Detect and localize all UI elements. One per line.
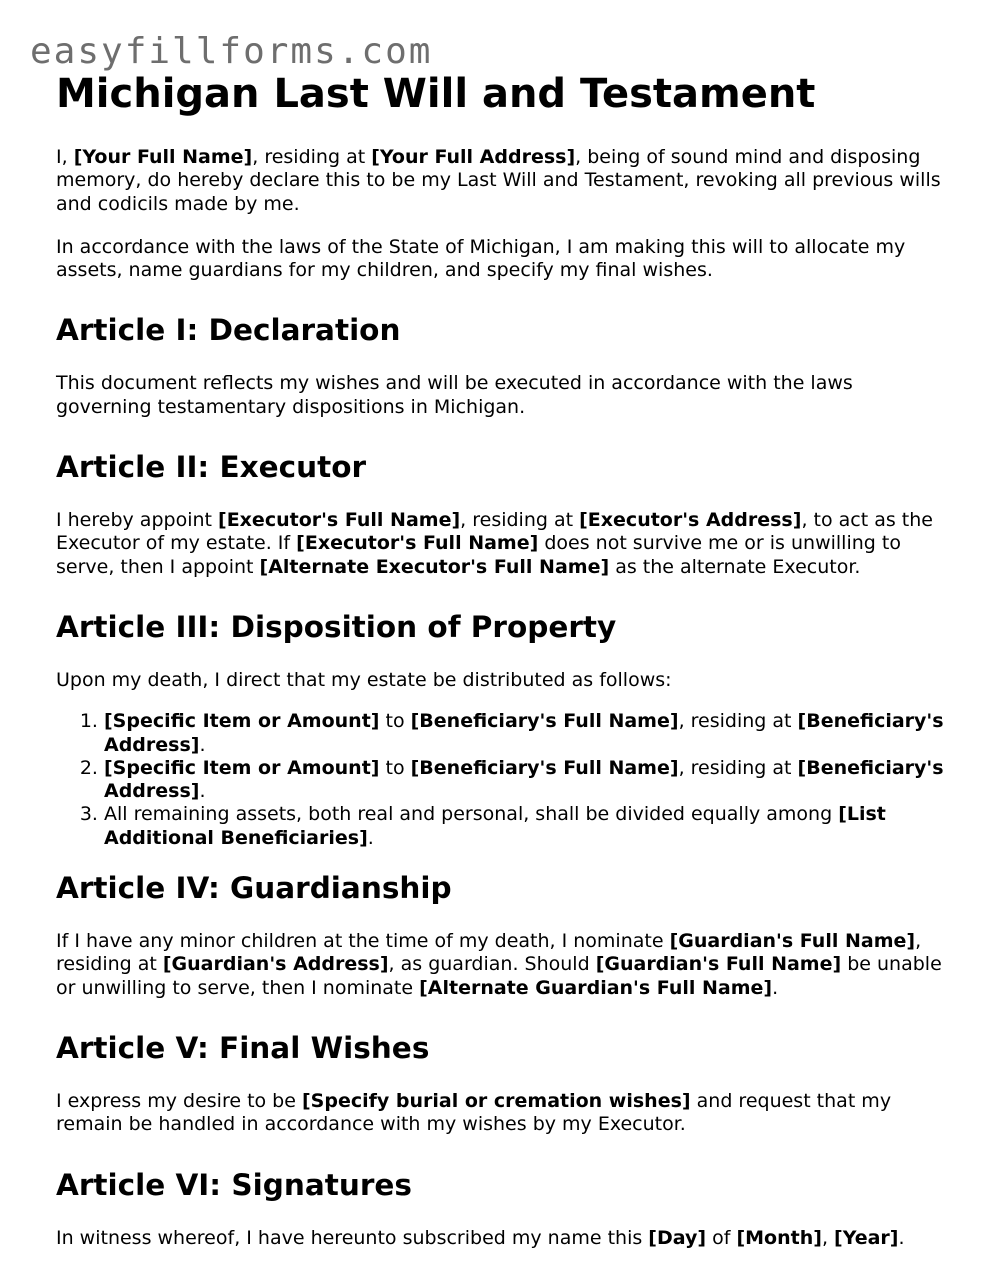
placeholder-additional-beneficiaries: [List Additional Beneficiaries] (104, 803, 886, 849)
document-title: Michigan Last Will and Testament (56, 71, 816, 117)
article-2-text (56, 509, 946, 579)
placeholder-beneficiary-address: [Beneficiary's Address] (104, 710, 944, 756)
placeholder-beneficiary-name: [Beneficiary's Full Name] (410, 756, 679, 779)
article-2-heading: Article II: Executor (56, 450, 367, 485)
placeholder-specific-item: [Specific Item or Amount] (104, 710, 380, 733)
article-4-text (56, 930, 946, 1000)
article-1-text: This document reflects my wishes and will be executed in accordance with the laws governing testamentary dispositions in Michigan. (56, 372, 853, 418)
article-6-text-1: In witness whereof, I have hereunto subscribed my name this (56, 1226, 649, 1249)
placeholder-your-full-address: [Your Full Address] (371, 146, 576, 168)
article-2-text-4: does not survive me or is unwilling to serve, then I appoint (56, 532, 901, 578)
intro-text-1: I, (56, 146, 74, 168)
list-item (104, 710, 946, 757)
article-4-text-5: . (772, 976, 779, 999)
list-item (104, 757, 946, 804)
intro-paragraph-1 (56, 146, 946, 216)
placeholder-executor-name: [Executor's Full Name] (218, 509, 461, 532)
article-5-text-1: I express my desire to be (56, 1089, 302, 1112)
placeholder-executor-name-repeat: [Executor's Full Name] (296, 532, 539, 555)
intro-text-2: , residing at (252, 146, 372, 168)
site-watermark: easyfillforms.com (30, 31, 433, 72)
article-4-text-1: If I have any minor children at the time of my death, I nominate (56, 930, 670, 953)
placeholder-burial-wishes: [Specify burial or cremation wishes] (301, 1089, 691, 1112)
article-4-heading: Article IV: Guardianship (56, 871, 452, 906)
placeholder-year: [Year] (834, 1226, 899, 1249)
placeholder-guardian-name: [Guardian's Full Name] (669, 930, 916, 953)
placeholder-alternate-guardian-name: [Alternate Guardian's Full Name] (419, 976, 773, 999)
list-item-text: . (199, 780, 206, 803)
article-4-text-2: , residing at (56, 930, 922, 976)
article-4-text-4: be unable or unwilling to serve, then I nominate (56, 953, 942, 999)
intro-text-3: , being of sound mind and disposing memory, do hereby declare this to be my Last Will and Testament, revoking all previous wills and codicils made by me. (56, 146, 941, 215)
article-6-text (56, 1227, 946, 1250)
article-6-text-4: . (898, 1226, 905, 1249)
placeholder-beneficiary-name: [Beneficiary's Full Name] (410, 710, 679, 733)
placeholder-guardian-name-repeat: [Guardian's Full Name] (595, 953, 842, 976)
article-2-text-5: as the alternate Executor. (609, 555, 861, 578)
article-6-heading: Article VI: Signatures (56, 1167, 412, 1202)
article-3-heading: Article III: Disposition of Property (56, 609, 617, 644)
placeholder-your-full-name: [Your Full Name] (73, 146, 253, 168)
article-3-intro: Upon my death, I direct that my estate be distributed as follows: (56, 668, 672, 691)
list-item-text: . (199, 733, 206, 756)
placeholder-guardian-address: [Guardian's Address] (162, 953, 389, 976)
placeholder-beneficiary-address: [Beneficiary's Address] (104, 756, 944, 803)
article-5-text-2: and request that my remain be handled in accordance with my wishes by my Executor. (56, 1089, 892, 1136)
list-item-text: , residing at (678, 710, 798, 733)
article-1-heading: Article I: Declaration (56, 313, 401, 348)
article-6-text-2: of (706, 1226, 737, 1249)
list-item-text: , residing at (678, 756, 798, 779)
list-item (104, 803, 946, 850)
placeholder-specific-item: [Specific Item or Amount] (104, 756, 380, 779)
distribution-list (56, 710, 946, 850)
article-2-text-1: I hereby appoint (56, 509, 219, 532)
article-5-heading: Article V: Final Wishes (56, 1030, 430, 1065)
list-item-text: All remaining assets, both real and personal, shall be divided equally among (104, 803, 839, 826)
placeholder-executor-address: [Executor's Address] (579, 509, 802, 532)
intro-paragraph-2: In accordance with the laws of the State of Michigan, I am making this will to allocate my assets, name guardians for my children, and specify my final wishes. (56, 235, 906, 282)
list-item-text: . (367, 826, 374, 849)
placeholder-day: [Day] (648, 1226, 707, 1249)
article-2-text-2: , residing at (460, 509, 580, 532)
article-2-text-3: , to act as the Executor of my estate. If (56, 509, 933, 555)
list-item-text: to (379, 756, 411, 779)
document-body (56, 70, 946, 1270)
article-5-text (56, 1090, 946, 1137)
list-item-text: to (379, 710, 411, 733)
placeholder-month: [Month] (736, 1226, 822, 1249)
placeholder-alternate-executor-name: [Alternate Executor's Full Name] (259, 555, 610, 578)
article-4-text-3: , as guardian. Should (388, 953, 596, 976)
article-6-text-3: , (821, 1226, 835, 1249)
